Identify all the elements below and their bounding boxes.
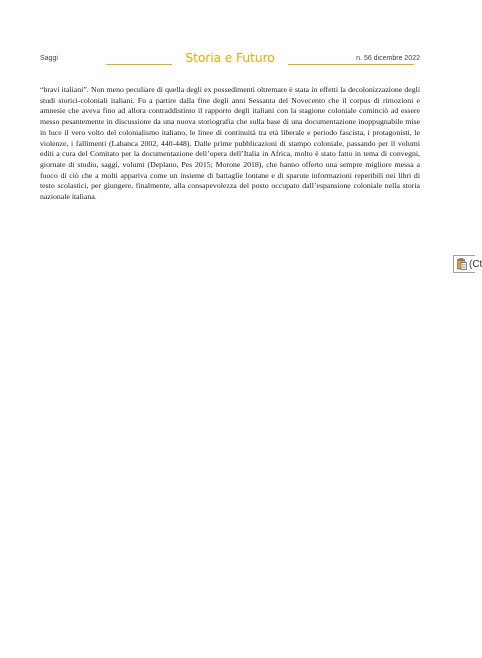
paste-options-label: (Ct [469,258,482,270]
article-body [40,85,420,203]
header-rule-right [288,64,414,65]
clipboard-paste-icon [457,258,467,270]
paste-options-button[interactable] [453,255,482,273]
body-paragraph: “bravi italiani”. Non meno peculiare di quella degli ex possedimenti oltremare è stata in effetti la decolonizzazione degli studi storici-coloniali italiani. Fu a partire dalla fine degli anni Sessanta del Novecento che il corpus di rimozioni e amnesie che aveva fino ad allora contraddistinto il rapporto degli italiani con la stagione coloniale cominciò ad essere messo pesantemente in discussione da una nuova storiografia che sulla base di una documentazione inoppugnabile mise in luce il vero volto del colonialismo italiano, le linee di continuità tra età liberale e periodo fascista, i protagonisti, le violenze, i fallimenti (Labanca 2002, 440-448). Dalle prime pubblicazioni di stampo coloniale, passando per il volumi editi a cura del Comitato per la documentazione dell’opera dell’Italia in Africa, molto è stato fatto in tema di convegni, giornate di studio, saggi, volumi (Deplano, Pes 2015; Morone 2018), che hanno offerto una sempre migliore messa a fuoco di ciò che a molti appariva come un insieme di battaglie lontane e di sparute informazioni reperibili nei libri di testo scolastici, per giungere, finalmente, alla consapevolezza del posto occupato dall’espansione coloniale nella storia nazionale italiana. [40,85,420,202]
issue-label: n. 56 dicembre 2022 [356,55,420,62]
page-header [0,0,460,80]
section-label: Saggi [40,55,58,62]
journal-title: Storia e Futuro [185,50,275,65]
header-rule-left [106,64,172,65]
